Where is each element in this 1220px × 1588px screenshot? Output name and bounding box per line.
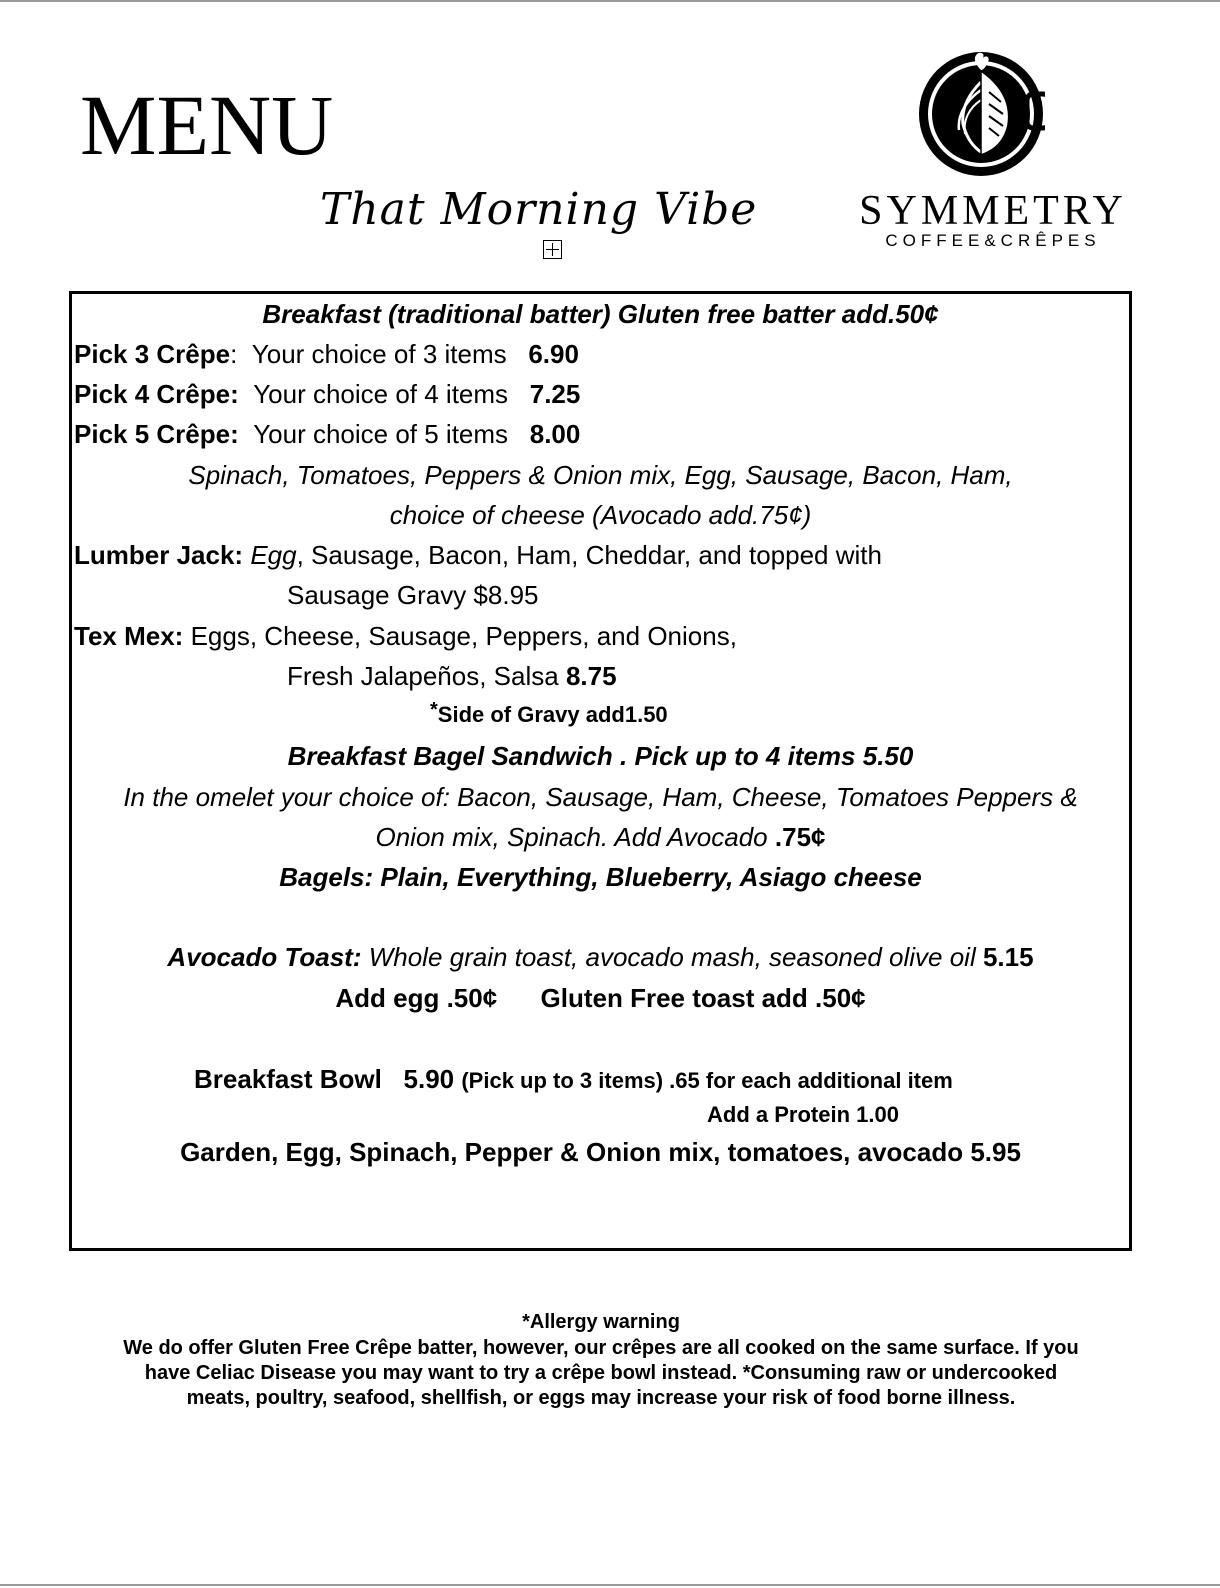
pick5-desc: Your choice of 5 items xyxy=(253,419,509,449)
bottom-rule xyxy=(0,1584,1220,1586)
lumberjack-label: Lumber Jack: xyxy=(74,540,244,570)
bowl-protein: Add a Protein 1.00 xyxy=(707,1102,899,1127)
pick4-price: 7.25 xyxy=(529,379,581,409)
symmetry-logo xyxy=(858,42,1128,257)
bagel-heading: Breakfast Bagel Sandwich . Pick up to 4 items 5.50 xyxy=(287,741,914,771)
allergy-line-2: have Celiac Disease you may want to try a crêpe bowl instead. *Consuming raw or undercooked xyxy=(144,1362,1058,1384)
pick3-price: 6.90 xyxy=(528,339,579,369)
latte-cup-icon xyxy=(917,42,1045,190)
anchor-plus-icon xyxy=(543,240,562,259)
allergy-line-3: meats, poultry, seafood, shellfish, or eggs may increase your risk of food borne illness. xyxy=(186,1387,1016,1409)
allergy-line-1: We do offer Gluten Free Crêpe batter, however, our crêpes are all cooked on the same surface. If you xyxy=(123,1337,1079,1359)
avocado-addons xyxy=(69,985,1132,1011)
pick4-label: Pick 4 Crêpe: xyxy=(74,379,239,409)
lumberjack-desc: , Sausage, Bacon, Ham, Cheddar, and topped with xyxy=(296,540,882,570)
breakfast-bowl-row xyxy=(194,1066,953,1092)
tagline: That Morning Vibe xyxy=(320,184,758,235)
pick3-label: Pick 3 Crêpe xyxy=(74,339,231,369)
bagel-line-2 xyxy=(69,824,1132,850)
allergy-title: *Allergy warning xyxy=(522,1311,680,1333)
lumberjack-line-2: Sausage Gravy $8.95 xyxy=(287,580,539,610)
fillings-line-1: Spinach, Tomatoes, Peppers & Onion mix, Egg, Sausage, Bacon, Ham, xyxy=(188,460,1013,490)
pick4-row xyxy=(74,381,580,407)
pick5-label: Pick 5 Crêpe: xyxy=(74,419,239,449)
gravy-star: * xyxy=(430,699,438,721)
pick4-desc: Your choice of 4 items xyxy=(253,379,509,409)
avocado-desc: Whole grain toast, avocado mash, seasoned olive oil xyxy=(368,942,976,972)
gravy-note-text: Side of Gravy add1.50 xyxy=(437,702,668,727)
avocado-price: 5.15 xyxy=(982,942,1034,972)
logo-subtitle: COFFEE&CRÊPES xyxy=(885,231,1101,250)
top-rule xyxy=(0,0,1220,2)
bagel-line2-text: Onion mix, Spinach. Add Avocado xyxy=(375,822,768,852)
pick3-colon: : xyxy=(230,339,238,369)
menu-title: MENU xyxy=(80,77,334,173)
bagel-avocado-price: .75¢ xyxy=(774,822,826,852)
avocado-addon-egg: Add egg .50¢ xyxy=(335,983,498,1013)
texmex-row xyxy=(74,623,737,649)
bowl-note: (Pick up to 3 items) .65 for each additional item xyxy=(461,1068,953,1093)
garden-bowl: Garden, Egg, Spinach, Pepper & Onion mix, tomatoes, avocado 5.95 xyxy=(180,1137,1021,1167)
bagel-types: Bagels: Plain, Everything, Blueberry, Asiago cheese xyxy=(279,862,922,892)
pick3-desc: Your choice of 3 items xyxy=(251,339,507,369)
bowl-price: 5.90 xyxy=(403,1064,455,1094)
bowl-label: Breakfast Bowl xyxy=(194,1064,382,1094)
lumberjack-row xyxy=(74,542,882,568)
texmex-line-2 xyxy=(287,663,617,689)
texmex-desc: Eggs, Cheese, Sausage, Peppers, and Onions, xyxy=(190,621,737,651)
texmex-line2-text: Fresh Jalapeños, Salsa xyxy=(287,661,559,691)
avocado-addon-gf: Gluten Free toast add .50¢ xyxy=(540,983,866,1013)
logo-name: SYMMETRY xyxy=(859,188,1127,234)
lumberjack-egg: Egg xyxy=(250,540,297,570)
avocado-toast-row xyxy=(69,944,1132,970)
pick3-row xyxy=(74,341,579,367)
texmex-label: Tex Mex: xyxy=(74,621,184,651)
fillings-line-2: choice of cheese (Avocado add.75¢) xyxy=(389,500,812,530)
pick5-row xyxy=(74,421,580,447)
avocado-label: Avocado Toast: xyxy=(167,942,362,972)
texmex-price: 8.75 xyxy=(565,661,617,691)
bagel-line-1: In the omelet your choice of: Bacon, Sausage, Ham, Cheese, Tomatoes Peppers & xyxy=(123,782,1078,812)
breakfast-heading: Breakfast (traditional batter) Gluten free batter add.50¢ xyxy=(262,299,939,329)
pick5-price: 8.00 xyxy=(529,419,581,449)
gravy-note xyxy=(430,699,668,727)
